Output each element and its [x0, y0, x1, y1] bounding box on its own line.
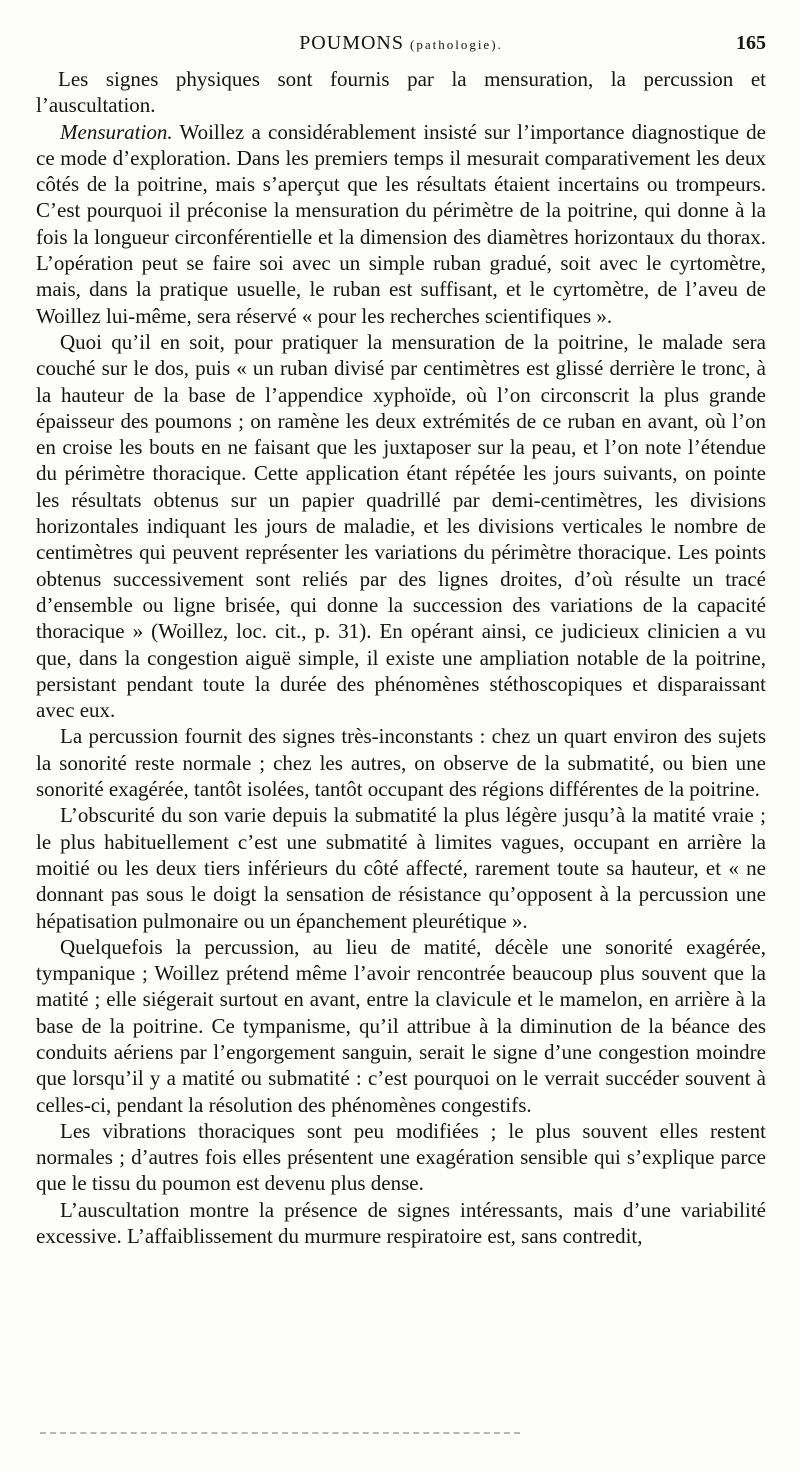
running-head: [36, 32, 766, 55]
page-header: [36, 32, 766, 58]
body-text: [36, 66, 766, 1249]
paragraph-mensuration-text: Woillez a considérablement insisté sur l’importance diagnostique de ce mode d’exploration. Dans les premiers temps il mesurait comparativement les deux côtés de la poitrine, mais s’aperçut que les résultats étaient incertains ou trompeurs. C’est pourquoi il préconise la mensuration du périmètre de la poitrine, qui donne à la fois la longueur circonférentielle et la dimension des diamètres horizontaux du thorax. L’opération peut se faire soi avec un simple ruban gradué, soit avec le cyrtomètre, mais, dans la pratique usuelle, le ruban est suffisant, et le cyrtomètre, de l’aveu de Woillez lui-même, sera réservé « pour les recherches scientifiques ».: [36, 119, 766, 328]
paragraph-method: Quoi qu’il en soit, pour pratiquer la mensuration de la poitrine, le malade sera couché sur le dos, puis « un ruban divisé par centimètres est glissé derrière le tronc, à la hauteur de la base de l’appendice xyphoïde, où l’on circonscrit la plus grande épaisseur des poumons ; on ramène les deux extrémités de ce ruban en avant, où l’on en croise les bouts en ne faisant que les juxtaposer sur la peau, et l’on note l’étendue du périmètre thoracique. Cette application étant répétée les jours suivants, on pointe les résultats obtenus sur un papier quadrillé par demi-centimètres, les divisions horizontales indiquant les jours de maladie, et les divisions verticales le nombre de centimètres qui peuvent représenter les variations du périmètre thoracique. Les points obtenus successivement sont reliés par des lignes droites, d’où résulte un tracé d’ensemble ou ligne brisée, qui donne la succession des variations de la capacité thoracique » (Woillez, loc. cit., p. 31). En opérant ainsi, ce judicieux clinicien a vu que, dans la congestion aiguë simple, il existe une ampliation notable de la poitrine, persistant pendant toute la durée des phénomènes stéthoscopiques et disparaissant avec eux.: [36, 329, 766, 723]
paragraph-percussion: La percussion fournit des signes très-inconstants : chez un quart environ des sujets la sonorité reste normale ; chez les autres, on observe de la submatité, ou bien une sonorité exagérée, tantôt isolées, tantôt occupant des régions différentes de la poitrine.: [36, 724, 766, 802]
paragraph-sonorite: Quelquefois la percussion, au lieu de matité, décèle une sonorité exagérée, tympanique ; Woillez prétend même l’avoir rencontrée beaucoup plus souvent que la matité ; elle siégerait surtout en avant, entre la clavicule et le mamelon, en arrière à la base de la poitrine. Ce tympanisme, qu’il attribue à la diminution de la béance des conduits aériens par l’engorgement sanguin, serait le signe d’une congestion moindre que lorsqu’il y a matité ou submatité : c’est pourquoi on le verrait succéder souvent à celles-ci, pendant la résolution des phénomènes congestifs.: [36, 934, 766, 1117]
footer-rule: [40, 1432, 520, 1434]
page-number: 165: [736, 32, 766, 54]
section-lead-mensuration: Mensuration.: [60, 119, 173, 144]
paragraph-intro: Les signes physiques sont fournis par la mensuration, la percussion et l’auscultation.: [36, 67, 766, 118]
paragraph-obscurite: L’obscurité du son varie depuis la submatité la plus légère jusqu’à la matité vraie ; le plus habituellement c’est une submatité à limites vagues, occupant en arrière la moitié ou les deux tiers inférieurs du côté affecté, rarement toute sa hauteur, et « ne donnant pas sous le doigt la sensation de résistance qu’opposent à la percussion une hépatisation pulmonaire ou un épanchement pleurétique ».: [36, 803, 766, 933]
running-head-title: POUMONS: [299, 32, 404, 54]
running-head-subtitle: (pathologie).: [410, 37, 503, 52]
paragraph-auscultation: L’auscultation montre la présence de signes intéressants, mais d’une variabilité excessive. L’affaiblissement du murmure respiratoire est, sans contredit,: [36, 1197, 766, 1249]
paragraph-vibrations: Les vibrations thoraciques sont peu modifiées ; le plus souvent elles restent normales ; d’autres fois elles présentent une exagération sensible qui s’explique parce que le tissu du poumon est devenu plus dense.: [36, 1118, 766, 1196]
paragraph-mensuration: [36, 119, 766, 329]
